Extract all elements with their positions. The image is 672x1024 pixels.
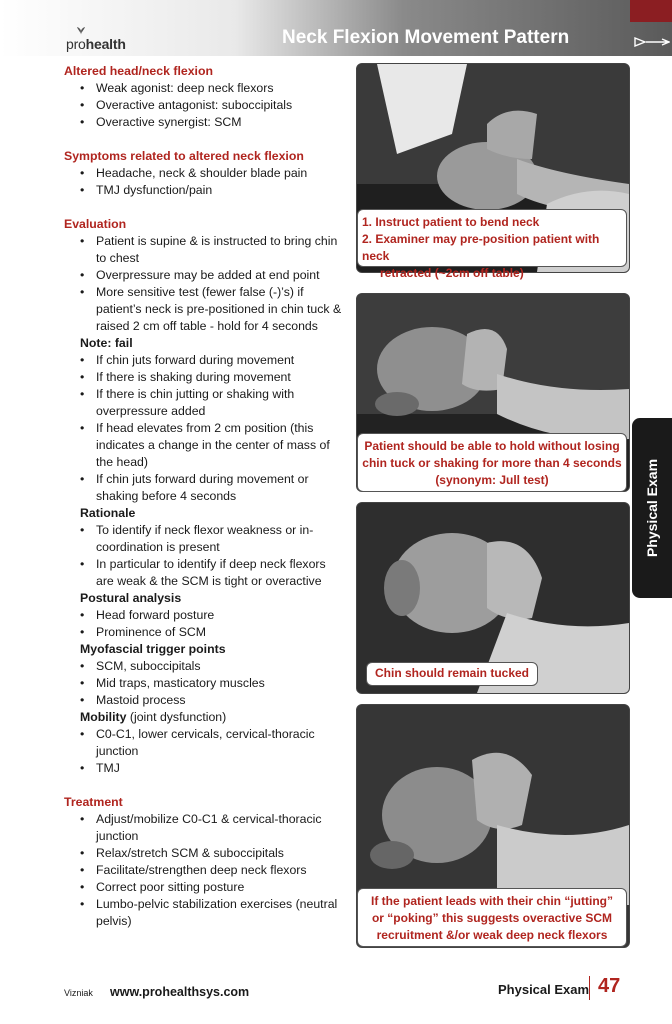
subheading: Myofascial trigger points (80, 642, 226, 656)
content-column (64, 63, 344, 930)
bullet-list (64, 80, 344, 131)
list-item: • Prominence of SCM (96, 624, 344, 641)
mobility-note: (joint dysfunction) (126, 710, 227, 724)
list-item: • Lumbo-pelvic stabilization exercises (neutral pelvis) (96, 896, 344, 930)
logo-pro: pro (66, 36, 86, 52)
caption-line: If the patient leads with their chin “jutting” (370, 894, 613, 908)
section-heading: Symptoms related to altered neck flexion (64, 149, 304, 163)
footer-divider (589, 976, 590, 1000)
list-item: • TMJ dysfunction/pain (96, 182, 344, 199)
page-title: Neck Flexion Movement Pattern (282, 27, 570, 48)
list-item: • Adjust/mobilize C0-C1 & cervical-thoracic junction (96, 811, 344, 845)
caption-line: Chin should remain tucked (374, 666, 530, 680)
caption-line: chin tuck or shaking for more than 4 seconds (362, 456, 622, 470)
page-number: 47 (598, 975, 621, 997)
side-tab-label: Physical Exam (644, 458, 660, 558)
caption-line: (synonym: Jull test) (435, 473, 549, 487)
section-heading: Evaluation (64, 217, 127, 231)
list-item: • Weak agonist: deep neck flexors (96, 80, 344, 97)
page-header (0, 0, 672, 56)
list-item: • Patient is supine & is instructed to bring chin to chest (96, 233, 344, 267)
arrow-icon (634, 37, 670, 47)
list-item: • If chin juts forward during movement (96, 352, 344, 369)
caption-4 (357, 888, 627, 947)
caption-line: or “poking” this suggests overactive SCM (371, 911, 613, 925)
list-item: • Overactive antagonist: suboccipitals (96, 97, 344, 114)
list-item: • In particular to identify if deep neck flexors are weak & the SCM is tight or overactive (96, 556, 344, 590)
subheading: Rationale (80, 506, 136, 520)
list-item: • C0-C1, lower cervicals, cervical-thoracic junction (96, 726, 344, 760)
caption-line: retracted (~2cm off table) (380, 266, 524, 280)
caption-line: recruitment &/or weak deep neck flexors (376, 928, 608, 942)
caption-3 (366, 662, 538, 686)
footer-section: Physical Exam (498, 982, 590, 997)
bullet-list (64, 607, 344, 641)
list-item: • Mastoid process (96, 692, 344, 709)
list-item: • TMJ (96, 760, 344, 777)
bullet-list (64, 658, 344, 709)
list-item: • Head forward posture (96, 607, 344, 624)
bullet-list (64, 165, 344, 199)
side-section-tab (632, 418, 672, 598)
subheading: Postural analysis (80, 591, 182, 605)
header-accent-bar (630, 0, 672, 22)
caption-line: Patient should be able to hold without losing (364, 439, 620, 453)
list-item: • SCM, suboccipitals (96, 658, 344, 675)
list-item: • If there is chin jutting or shaking with overpressure added (96, 386, 344, 420)
list-item: • Mid traps, masticatory muscles (96, 675, 344, 692)
list-item: • Overpressure may be added at end point (96, 267, 344, 284)
section-heading: Altered head/neck flexion (64, 64, 213, 78)
subheading (64, 709, 344, 726)
bullet-list (64, 233, 344, 335)
bullet-list (64, 522, 344, 590)
leaf-icon (76, 26, 86, 36)
list-item: • Correct poor sitting posture (96, 879, 344, 896)
caption-2 (357, 433, 627, 492)
bullet-list (64, 352, 344, 505)
list-item: • Relax/stretch SCM & suboccipitals (96, 845, 344, 862)
list-item: • If chin juts forward during movement or shaking before 4 seconds (96, 471, 344, 505)
list-item: • Facilitate/strengthen deep neck flexors (96, 862, 344, 879)
list-item: • If head elevates from 2 cm position (this indicates a change in the center of mass of the head) (96, 420, 344, 471)
mobility-label: Mobility (80, 710, 127, 724)
list-item: • More sensitive test (fewer false (-)’s) if patient’s neck is pre-positioned in chin tuck & raised 2 cm off table - hold for 4 seconds (96, 284, 344, 335)
prohealth-logo (66, 36, 126, 52)
list-item: • If there is shaking during movement (96, 369, 344, 386)
bullet-list (64, 811, 344, 930)
logo-health: health (85, 36, 126, 52)
section-heading: Treatment (64, 795, 123, 809)
subheading: Note: fail (80, 336, 133, 350)
bullet-list (64, 726, 344, 777)
footer-author: Vizniak (64, 988, 93, 998)
list-item: • To identify if neck flexor weakness or in-coordination is present (96, 522, 344, 556)
list-item: • Overactive synergist: SCM (96, 114, 344, 131)
list-item: • Headache, neck & shoulder blade pain (96, 165, 344, 182)
caption-1 (357, 209, 627, 280)
caption-line: 1. Instruct patient to bend neck (362, 215, 540, 229)
caption-line: 2. Examiner may pre-position patient with neck (362, 232, 600, 263)
footer-url: www.prohealthsys.com (110, 985, 250, 999)
